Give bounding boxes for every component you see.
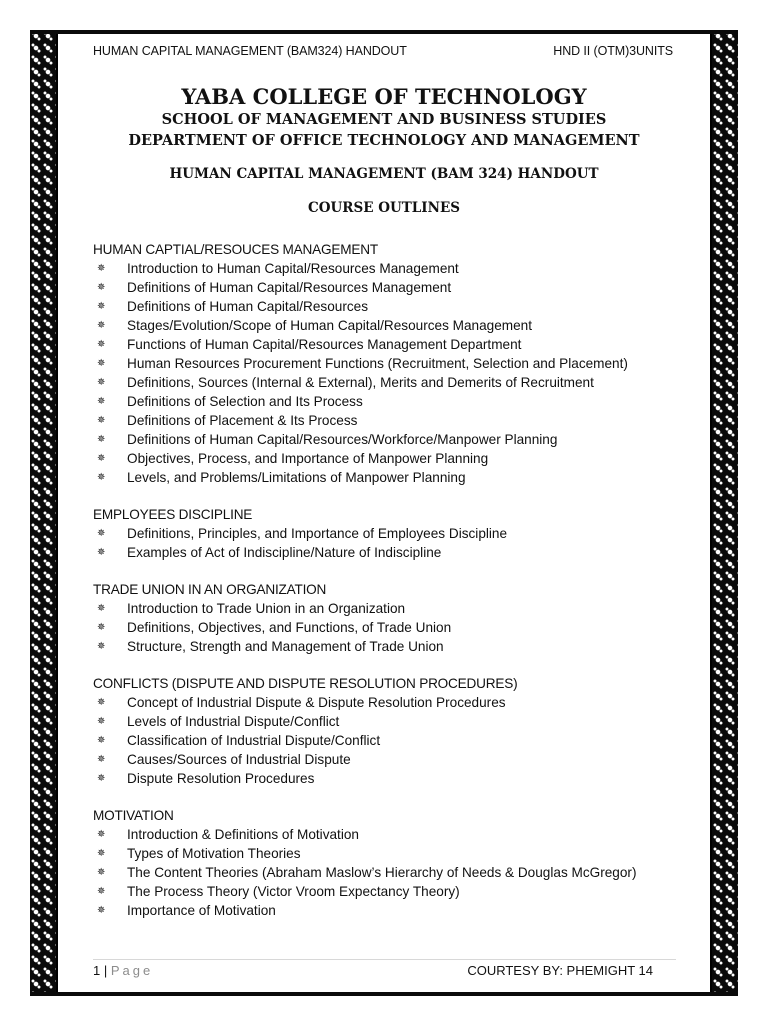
list-item [93, 543, 693, 562]
star-bullet-icon: ✵ [97, 603, 106, 614]
border-inner-edge-right [710, 34, 712, 992]
star-bullet-icon: ✵ [97, 735, 106, 746]
list-item [93, 863, 693, 882]
star-bullet-icon: ✵ [97, 848, 106, 859]
list-item-text: Levels of Industrial Dispute/Conflict [127, 714, 340, 729]
list-item [93, 731, 693, 750]
list-item-text: Dispute Resolution Procedures [127, 771, 315, 786]
list-item [93, 901, 693, 920]
footer-rule [93, 959, 676, 960]
list-item [93, 316, 693, 335]
star-bullet-icon: ✵ [97, 263, 106, 274]
section-title: MOTIVATION [93, 808, 174, 823]
star-bullet-icon: ✵ [97, 453, 106, 464]
list-item [93, 373, 693, 392]
list-item [93, 411, 693, 430]
list-item-text: Objectives, Process, and Importance of Manpower Planning [127, 451, 489, 466]
star-bullet-icon: ✵ [97, 301, 106, 312]
outline-section [93, 806, 693, 920]
star-bullet-icon: ✵ [97, 396, 106, 407]
star-bullet-icon: ✵ [97, 434, 106, 445]
list-item-text: Introduction & Definitions of Motivation [127, 827, 359, 842]
courtesy-text: COURTESY BY: PHEMIGHT 14 [467, 963, 653, 978]
decorative-border-right [712, 30, 738, 996]
list-item-text: Definitions, Objectives, and Functions, of Trade Union [127, 620, 452, 635]
section-title: HUMAN CAPTIAL/RESOUCES MANAGEMENT [93, 242, 378, 257]
list-item-text: Introduction to Human Capital/Resources Management [127, 261, 459, 276]
course-outline-title: COURSE OUTLINES [307, 200, 460, 216]
list-item [93, 599, 693, 618]
department-title: DEPARTMENT OF OFFICE TECHNOLOGY AND MANAGEMENT [128, 132, 640, 149]
list-item [93, 354, 693, 373]
list-item [93, 693, 693, 712]
star-bullet-icon: ✵ [97, 867, 106, 878]
page-number: 1 [93, 963, 101, 978]
list-item [93, 259, 693, 278]
list-item [93, 524, 693, 543]
list-item-text: Importance of Motivation [127, 903, 276, 918]
star-bullet-icon: ✵ [97, 641, 106, 652]
list-item-text: Definitions of Placement & Its Process [127, 413, 358, 428]
list-item-text: Examples of Act of Indiscipline/Nature of Indiscipline [127, 545, 442, 560]
decorative-border-left [30, 30, 56, 996]
star-bullet-icon: ✵ [97, 528, 106, 539]
list-item [93, 825, 693, 844]
list-item-text: Definitions of Human Capital/Resources/Workforce/Manpower Planning [127, 432, 558, 447]
list-item [93, 618, 693, 637]
course-outline-sections [93, 240, 693, 938]
section-title: TRADE UNION IN AN ORGANIZATION [93, 582, 327, 597]
star-bullet-icon: ✵ [97, 886, 106, 897]
list-item-text: Definitions, Sources (Internal & External), Merits and Demerits of Recruitment [127, 375, 594, 390]
list-item-text: Definitions of Human Capital/Resources [127, 299, 369, 314]
list-item [93, 712, 693, 731]
outline-section [93, 505, 693, 562]
list-item-text: Concept of Industrial Dispute & Dispute Resolution Procedures [127, 695, 506, 710]
star-bullet-icon: ✵ [97, 415, 106, 426]
list-item [93, 844, 693, 863]
list-item [93, 297, 693, 316]
list-item-text: Definitions, Principles, and Importance of Employees Discipline [127, 526, 508, 541]
list-item [93, 637, 693, 656]
list-item [93, 750, 693, 769]
star-bullet-icon: ✵ [97, 754, 106, 765]
list-item [93, 335, 693, 354]
handout-title: HUMAN CAPITAL MANAGEMENT (BAM 324) HANDOUT [169, 166, 599, 182]
list-item-text: Stages/Evolution/Scope of Human Capital/Resources Management [127, 318, 533, 333]
star-bullet-icon: ✵ [97, 697, 106, 708]
list-item-text: Structure, Strength and Management of Trade Union [127, 639, 444, 654]
list-item-text: The Process Theory (Victor Vroom Expectancy Theory) [127, 884, 460, 899]
section-title: EMPLOYEES DISCIPLINE [93, 507, 253, 522]
page-word: Page [110, 963, 154, 978]
star-bullet-icon: ✵ [97, 339, 106, 350]
list-item-text: Definitions of Human Capital/Resources Management [127, 280, 452, 295]
outline-section [93, 674, 693, 788]
section-title: CONFLICTS (DISPUTE AND DISPUTE RESOLUTION PROCEDURES) [93, 676, 518, 691]
list-item [93, 882, 693, 901]
page-separator: | [103, 963, 108, 978]
star-bullet-icon: ✵ [97, 829, 106, 840]
list-item [93, 392, 693, 411]
list-item-text: Definitions of Selection and Its Process [127, 394, 363, 409]
decorative-border-top [30, 30, 738, 34]
outline-section [93, 580, 693, 656]
list-item-text: The Content Theories (Abraham Maslow’s Hierarchy of Needs & Douglas McGregor) [127, 865, 637, 880]
list-item-text: Types of Motivation Theories [127, 846, 301, 861]
star-bullet-icon: ✵ [97, 282, 106, 293]
star-bullet-icon: ✵ [97, 320, 106, 331]
list-item-text: Levels, and Problems/Limitations of Manpower Planning [127, 470, 466, 485]
star-bullet-icon: ✵ [97, 716, 106, 727]
running-header [93, 44, 673, 58]
star-bullet-icon: ✵ [97, 358, 106, 369]
school-title: SCHOOL OF MANAGEMENT AND BUSINESS STUDIES [161, 111, 607, 128]
page-footer [93, 963, 653, 978]
page-indicator [93, 963, 153, 978]
list-item-text: Introduction to Trade Union in an Organization [127, 601, 406, 616]
outline-section [93, 240, 693, 487]
star-bullet-icon: ✵ [97, 377, 106, 388]
header-left: HUMAN CAPITAL MANAGEMENT (BAM324) HANDOUT [93, 44, 407, 58]
decorative-border-bottom [30, 992, 738, 996]
list-item [93, 769, 693, 788]
list-item [93, 449, 693, 468]
list-item-text: Human Resources Procurement Functions (Recruitment, Selection and Placement) [127, 356, 628, 371]
list-item-text: Classification of Industrial Dispute/Conflict [127, 733, 381, 748]
college-title: YABA COLLEGE OF TECHNOLOGY [181, 84, 587, 109]
star-bullet-icon: ✵ [97, 547, 106, 558]
star-bullet-icon: ✵ [97, 622, 106, 633]
star-bullet-icon: ✵ [97, 773, 106, 784]
list-item-text: Causes/Sources of Industrial Dispute [127, 752, 351, 767]
header-right: HND II (OTM)3UNITS [553, 44, 673, 58]
list-item [93, 468, 693, 487]
list-item [93, 278, 693, 297]
star-bullet-icon: ✵ [97, 905, 106, 916]
list-item-text: Functions of Human Capital/Resources Management Department [127, 337, 522, 352]
star-bullet-icon: ✵ [97, 472, 106, 483]
list-item [93, 430, 693, 449]
